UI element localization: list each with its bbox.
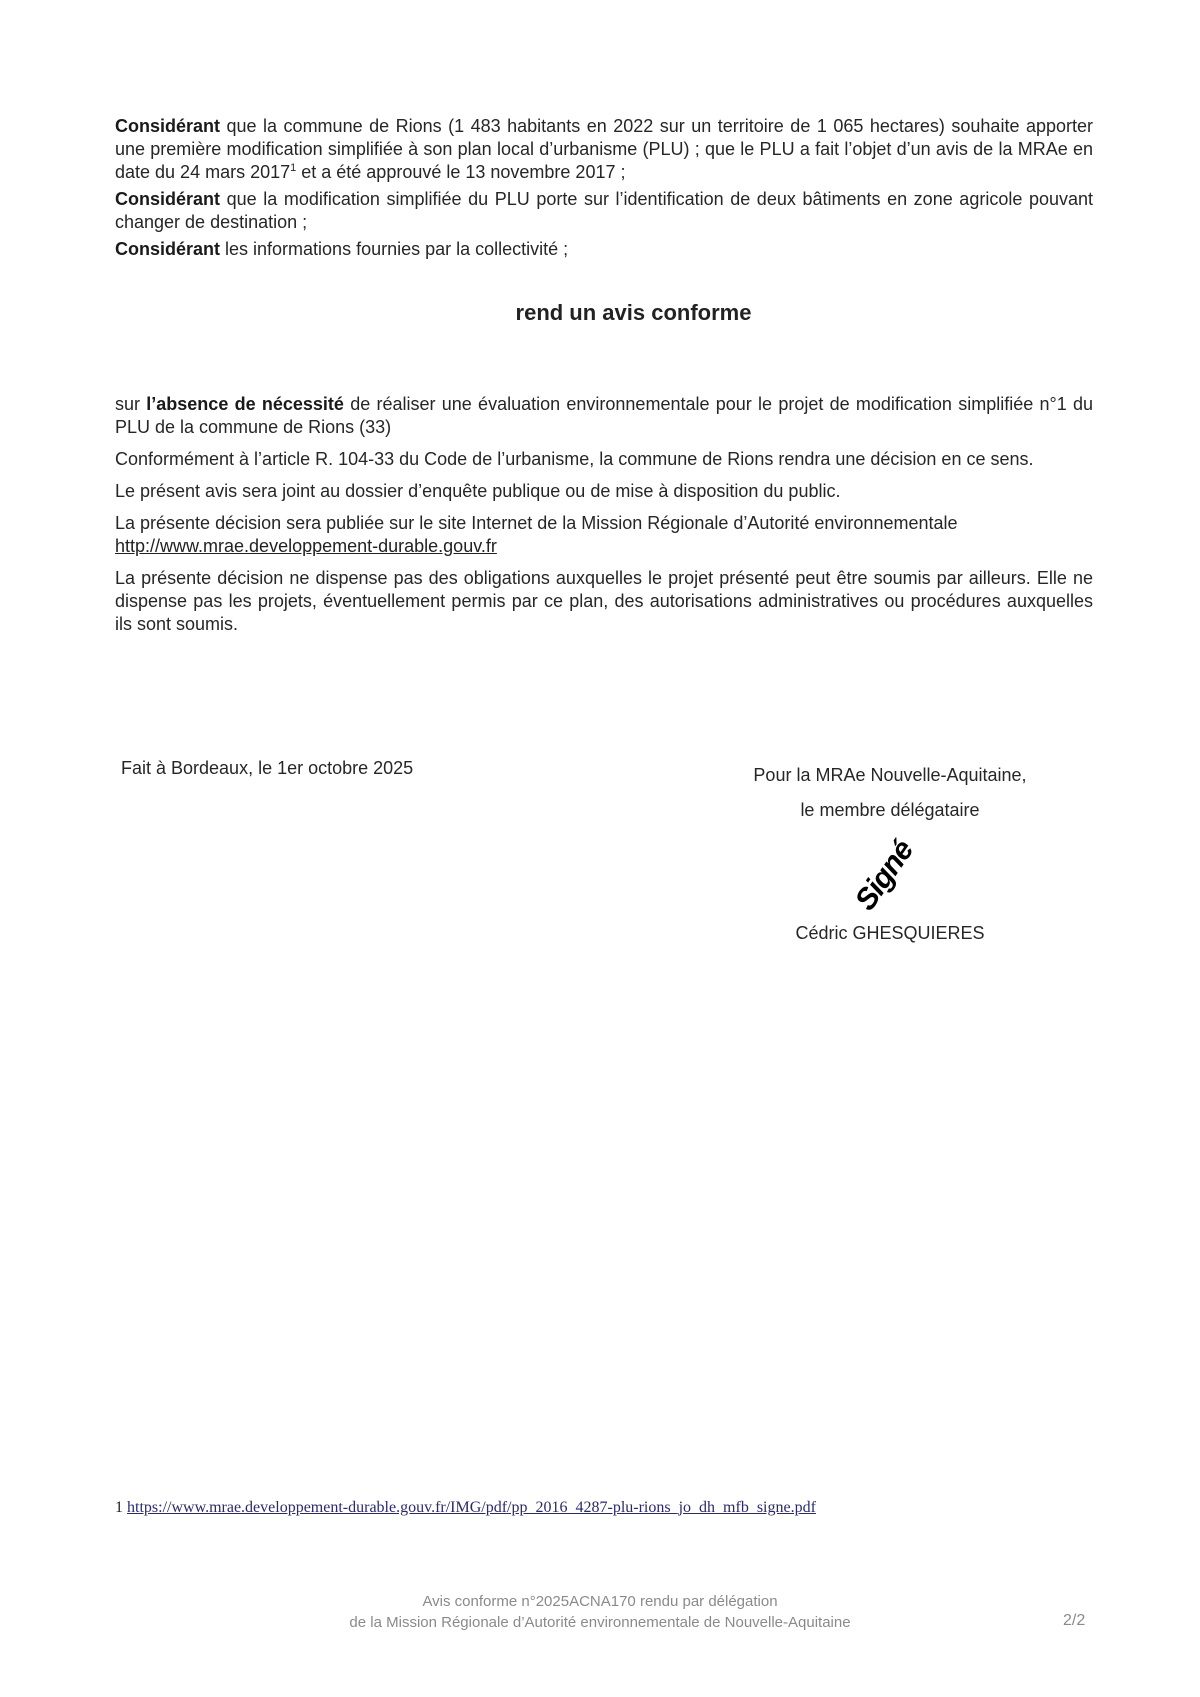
considerant-text: que la commune de Rions (1 483 habitants en 2022 sur un territoire de 1 065 hectares) souhaite apporter une première modification simplifiée à son plan local d’urbanisme (PLU) ; que le PLU a fait l’objet d’un avis de la MRAe en date du 24 mars 2017: [115, 116, 1093, 182]
decision-heading: rend un avis conforme: [515, 300, 752, 325]
considerant-label: Considérant: [115, 239, 221, 259]
place-date: Fait à Bordeaux, le 1er octobre 2025: [121, 758, 414, 778]
footnote-link[interactable]: https://www.mrae.developpement-durable.gouv.fr/IMG/pdf/pp_2016_4287-plu-rions_jo_dh_mfb_signe.pdf: [127, 1499, 816, 1516]
mrae-website-link[interactable]: http://www.mrae.developpement-durable.gouv.fr: [115, 536, 497, 556]
considerant-3: [115, 238, 1093, 261]
decision-block: [115, 393, 1093, 636]
article-paragraph: Conformément à l’article R. 104-33 du Code de l’urbanisme, la commune de Rions rendra une décision en ce sens.: [115, 449, 1034, 469]
page-footer: [300, 1591, 900, 1633]
publication-text: La présente décision sera publiée sur le site Internet de la Mission Régionale d’Autorité environnementale: [115, 513, 958, 533]
final-paragraph: La présente décision ne dispense pas des obligations auxquelles le projet présenté peut être soumis par ailleurs. Elle ne dispense pas les projets, éventuellement permis par ce plan, des autorisations administratives ou procédures auxquelles ils sont soumis.: [115, 568, 1093, 634]
considerant-1: [115, 115, 1093, 184]
page-number: 2/2: [1063, 1612, 1086, 1629]
footer-line-2: de la Mission Régionale d’Autorité environnementale de Nouvelle-Aquitaine: [349, 1614, 851, 1631]
signature-block: [700, 758, 1080, 951]
footnote-ref[interactable]: 1: [290, 162, 297, 174]
publication-paragraph: [115, 512, 1093, 558]
signature-for-line: Pour la MRAe Nouvelle-Aquitaine,: [753, 765, 1027, 785]
decision-text: de réaliser une évaluation environnementale pour le projet de modification simplifiée n°1 du PLU de la commune de Rions (33): [115, 394, 1094, 437]
stamp-text: Signé: [848, 834, 920, 917]
considerant-text: que la modification simplifiée du PLU porte sur l’identification de deux bâtiments en zone agricole pouvant changer de destination ;: [115, 189, 1093, 232]
considerant-text-after: et a été approuvé le 13 novembre 2017 ;: [296, 162, 626, 182]
considerant-label: Considérant: [115, 189, 221, 209]
considerant-text: les informations fournies par la collectivité ;: [220, 239, 569, 259]
decision-bold: l’absence de nécessité: [146, 394, 344, 414]
dossier-paragraph: Le présent avis sera joint au dossier d’enquête publique ou de mise à disposition du public.: [115, 481, 841, 501]
considerant-label: Considérant: [115, 116, 221, 136]
footer-line-1: Avis conforme n°2025ACNA170 rendu par délégation: [422, 1593, 778, 1610]
footnote-number: 1: [115, 1499, 123, 1516]
considerants-block: [115, 115, 1093, 261]
signatory-name: Cédric GHESQUIERES: [795, 923, 985, 943]
decision-prefix: sur: [115, 394, 147, 414]
considerant-2: [115, 188, 1093, 234]
signature-role: le membre délégataire: [800, 800, 980, 820]
footnote: [115, 1499, 816, 1517]
signed-stamp-icon: [840, 836, 940, 916]
decision-paragraph: [115, 393, 1093, 439]
